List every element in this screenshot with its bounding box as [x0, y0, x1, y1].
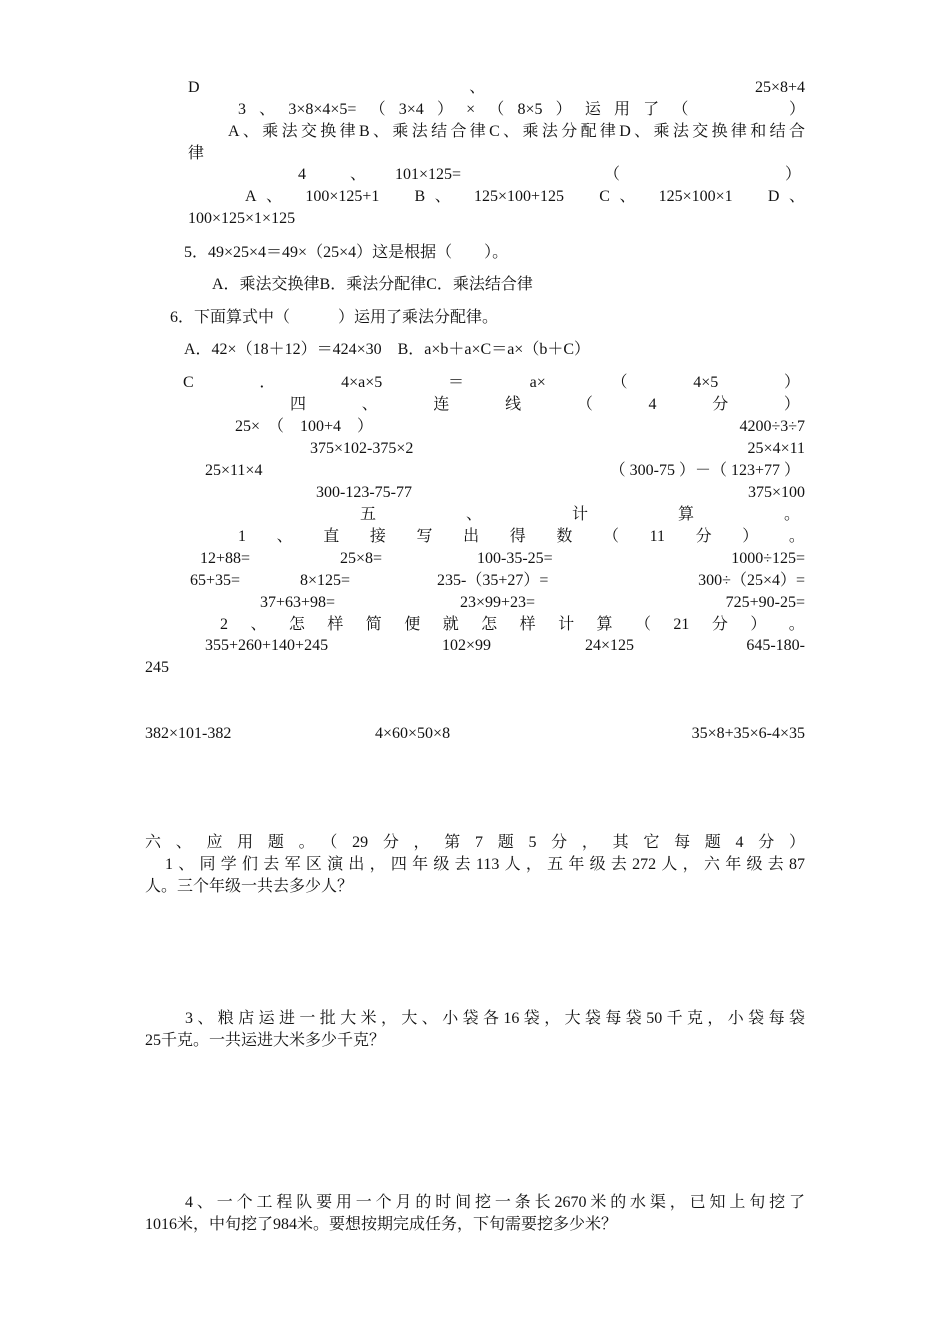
token: 算 — [596, 616, 613, 633]
token: ） — [783, 374, 800, 391]
token: 四 — [290, 396, 307, 413]
separator: 、 — [469, 79, 486, 96]
word-problem-1-cont: 人。三个年级一共去多少人？ — [145, 878, 354, 895]
calc-item: 235-（35+27）= — [437, 572, 549, 589]
token: 连 — [433, 396, 450, 413]
token: ） — [750, 616, 767, 633]
token: 、 — [276, 528, 293, 545]
section4-title — [290, 394, 800, 416]
answer-paren-close: ） — [785, 166, 802, 183]
option-d-expr: 25×8+4 — [754, 79, 805, 96]
match-row — [0, 482, 950, 504]
calc-row-cont: 245 — [145, 659, 169, 676]
calc-item: 23×99+23= — [460, 594, 536, 611]
calc-row — [0, 548, 950, 570]
token: 4 — [648, 396, 657, 413]
calc-item: 645-180- — [746, 637, 805, 654]
match-right-item[interactable]: 25×4×11 — [747, 440, 805, 457]
token: 样 — [327, 616, 344, 633]
token: 。 — [788, 616, 805, 633]
q5-stem: 5．49×25×4＝49×（25×4）这是根据（ ）。 — [184, 244, 509, 261]
section5-title — [360, 504, 800, 526]
option-d-label: D — [188, 79, 200, 96]
q2-tail-line — [188, 77, 805, 99]
token: 得 — [509, 528, 526, 545]
calc-item: 355+260+140+245 — [205, 637, 329, 654]
token: （ — [634, 616, 651, 633]
part1-title — [238, 526, 805, 548]
token: 4×5 — [693, 374, 719, 391]
word-problem-3: 3、粮店运进一批大米，大、小袋各16袋，大袋每袋50千克，小袋每袋 — [185, 1010, 805, 1027]
calc-item: 100-35-25= — [477, 550, 553, 567]
section6-title: 六、应用题。（29分，第7题5分，其它每题4分） — [145, 834, 805, 851]
match-row — [0, 460, 950, 482]
calc-item: 65+35= — [190, 572, 241, 589]
match-row — [0, 438, 950, 460]
token: 简 — [365, 616, 382, 633]
q6-option-c — [183, 372, 800, 394]
token: 怎 — [481, 616, 498, 633]
token: （ — [576, 396, 593, 413]
token: 计 — [571, 506, 588, 523]
match-left-item[interactable]: 25×11×4 — [205, 462, 263, 479]
calc-item: 12+88= — [200, 550, 251, 567]
token: 11 — [649, 528, 666, 545]
q3-stem: 3、3×8×4×5=（3×4）×（8×5）运用了（ ） — [238, 101, 805, 118]
calc-item: 25×8= — [340, 550, 383, 567]
token: 样 — [519, 616, 536, 633]
token: 计 — [558, 616, 575, 633]
calc-item: 24×125 — [585, 637, 635, 654]
q6-stem: 6．下面算式中（ ）运用了乘法分配律。 — [170, 309, 499, 326]
token: 便 — [404, 616, 421, 633]
token: 分 — [711, 616, 728, 633]
q5-options: A．乘法交换律B．乘法分配律C．乘法结合律 — [212, 276, 533, 293]
token: 就 — [442, 616, 459, 633]
token: ） — [783, 396, 800, 413]
token: （ — [602, 528, 619, 545]
token: ） — [742, 528, 759, 545]
match-right-item[interactable]: 375×100 — [747, 484, 805, 501]
match-left-item[interactable]: 375×102-375×2 — [310, 440, 414, 457]
token: 写 — [416, 528, 433, 545]
token: 。 — [783, 506, 800, 523]
calc-item: 4×60×50×8 — [375, 725, 451, 742]
calc-row — [0, 723, 950, 745]
token: 出 — [463, 528, 480, 545]
calc-item: 35×8+35×6-4×35 — [691, 725, 805, 742]
q4-options-cont: 100×125×1×125 — [188, 210, 296, 227]
word-problem-1: 1、同学们去军区演出，四年级去113人，五年级去272人，六年级去87 — [165, 856, 805, 873]
calc-item: 8×125= — [300, 572, 351, 589]
token: C — [183, 374, 194, 391]
q4-options: A、 100×125+1 B、 125×100+125 C、 125×100×1 D、 — [245, 188, 805, 205]
token: 分 — [695, 528, 712, 545]
word-problem-4-cont: 1016米，中旬挖了984米。要想按期完成任务，下旬需要挖多少米？ — [145, 1216, 618, 1233]
token: 五 — [360, 506, 377, 523]
calc-row — [0, 635, 950, 657]
q4-stem — [0, 164, 950, 186]
token: 2 — [220, 616, 228, 633]
q3-options-cont: 律 — [188, 145, 205, 162]
part2-title — [220, 614, 805, 636]
answer-paren-open: （ — [604, 166, 621, 183]
q3-options: A、乘法交换律B、乘法结合律C、乘法分配律D、乘法交换律和结合 — [228, 123, 805, 140]
q4-number: 4 — [298, 166, 306, 183]
token: ＝ — [447, 374, 464, 391]
calc-item: 102×99 — [442, 637, 492, 654]
token: 21 — [673, 616, 690, 633]
token: 、 — [361, 396, 378, 413]
match-row — [0, 416, 950, 438]
calc-item: 1000÷125= — [731, 550, 805, 567]
separator: 、 — [350, 166, 367, 183]
token: 直 — [323, 528, 340, 545]
word-problem-3-cont: 25千克。一共运进大米多少千克？ — [145, 1032, 386, 1049]
token: 、 — [465, 506, 482, 523]
calc-row — [0, 592, 950, 614]
token: ． — [259, 374, 276, 391]
calc-item: 300÷（25×4）= — [698, 572, 805, 589]
token: 线 — [505, 396, 522, 413]
token: 4×a×5 — [341, 374, 383, 391]
calc-row — [0, 570, 950, 592]
token: 。 — [788, 528, 805, 545]
calc-item: 37+63+98= — [260, 594, 336, 611]
token: 分 — [712, 396, 729, 413]
match-left-item[interactable]: 300-123-75-77 — [316, 484, 412, 501]
token: 数 — [556, 528, 573, 545]
token: 1 — [238, 528, 246, 545]
token: 怎 — [288, 616, 305, 633]
token: （ — [611, 374, 628, 391]
token: 、 — [250, 616, 267, 633]
q6-options-ab: A．42×（18＋12）＝424×30 B．a×b＋a×C＝a×（b＋C） — [184, 341, 590, 358]
word-problem-4: 4、一个工程队要用一个月的时间挖一条长2670米的水渠，已知上旬挖了 — [185, 1194, 805, 1211]
match-left-item[interactable]: 25× （ 100+4 ） — [235, 418, 374, 435]
match-right-item[interactable]: （ 300-75 ）－（ 123+77 ） — [609, 462, 800, 479]
token: 算 — [677, 506, 694, 523]
calc-item: 382×101-382 — [145, 725, 232, 742]
match-right-item[interactable]: 4200÷3÷7 — [739, 418, 805, 435]
token: a× — [529, 374, 546, 391]
token: 接 — [369, 528, 386, 545]
calc-item: 725+90-25= — [725, 594, 805, 611]
q4-expr: 101×125= — [395, 166, 462, 183]
